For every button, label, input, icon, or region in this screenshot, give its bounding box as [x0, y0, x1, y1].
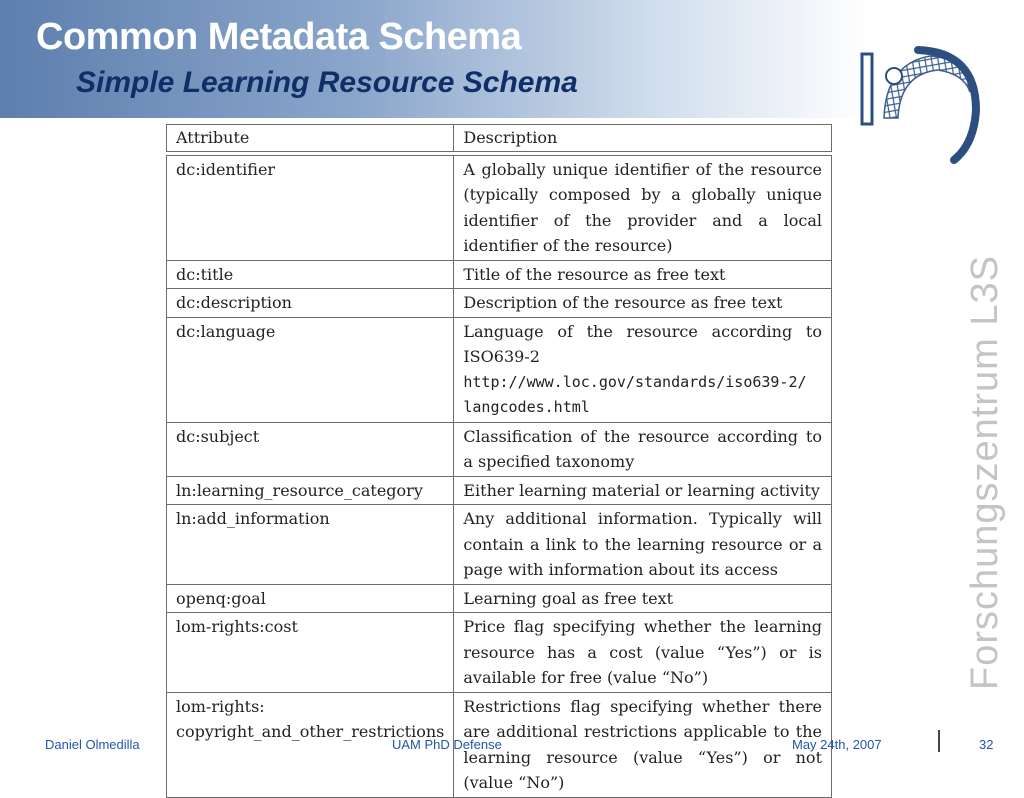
schema-table: [166, 124, 832, 798]
footer-date: May 24th, 2007: [792, 737, 882, 752]
footer-author: Daniel Olmedilla: [45, 737, 140, 752]
attribute-cell: lom-rights: copyright_and_other_restrictions: [167, 692, 454, 797]
attribute-cell: ln:learning_resource_category: [167, 476, 454, 505]
attribute-cell: dc:subject: [167, 422, 454, 476]
table-row: [167, 422, 832, 476]
l3s-dome-logo-icon: [858, 46, 982, 164]
slide-title: Common Metadata Schema: [36, 16, 522, 58]
description-cell: [454, 317, 832, 422]
footer-event: UAM PhD Defense: [392, 737, 502, 752]
attribute-cell: dc:title: [167, 260, 454, 289]
iso-url-line-1: http://www.loc.gov/standards/iso639-2/: [463, 372, 807, 391]
description-cell: Learning goal as free text: [454, 584, 832, 613]
attribute-cell: openq:goal: [167, 584, 454, 613]
description-cell: Classification of the resource according to a specified taxonomy: [454, 422, 832, 476]
attribute-cell: lom-rights:cost: [167, 613, 454, 693]
table-row: [167, 289, 832, 318]
description-cell: Title of the resource as free text: [454, 260, 832, 289]
table-row: [167, 155, 832, 260]
header-attribute: Attribute: [167, 125, 454, 152]
footer-page-number: 32: [979, 737, 994, 752]
description-cell: Price flag specifying whether the learning resource has a cost (value “Yes”) or is available for free (value “No”): [454, 613, 832, 693]
description-cell: Any additional information. Typically will contain a link to the learning resource or a page with information about its access: [454, 505, 832, 585]
footer: [0, 737, 1024, 757]
table-row: [167, 317, 832, 422]
footer-divider: [938, 730, 940, 752]
table-row: [167, 584, 832, 613]
description-cell: Restrictions flag specifying whether there are additional restrictions applicable to the learning resource (value “Yes”) or not (value “No”): [454, 692, 832, 797]
description-cell: Either learning material or learning activity: [454, 476, 832, 505]
iso-url-line-2: langcodes.html: [463, 398, 590, 416]
description-cell: Description of the resource as free text: [454, 289, 832, 318]
side-watermark: [956, 254, 1014, 690]
slide-subtitle: Simple Learning Resource Schema: [76, 66, 578, 99]
schema-table-container: [166, 124, 832, 798]
side-watermark-label: Forschungszentrum L3S: [963, 254, 1006, 690]
table-row: [167, 260, 832, 289]
table-row: [167, 613, 832, 693]
attribute-cell: ln:add_information: [167, 505, 454, 585]
description-text: Language of the resource according to ISO639-2: [463, 321, 822, 366]
table-row: [167, 505, 832, 585]
attribute-cell: dc:identifier: [167, 155, 454, 260]
attribute-cell: dc:description: [167, 289, 454, 318]
table-row: [167, 476, 832, 505]
table-header-row: [167, 125, 832, 152]
description-cell: A globally unique identifier of the resource (typically composed by a globally unique identifier of the provider and a local identifier of the resource): [454, 155, 832, 260]
attribute-cell: dc:language: [167, 317, 454, 422]
header-description: Description: [454, 125, 832, 152]
